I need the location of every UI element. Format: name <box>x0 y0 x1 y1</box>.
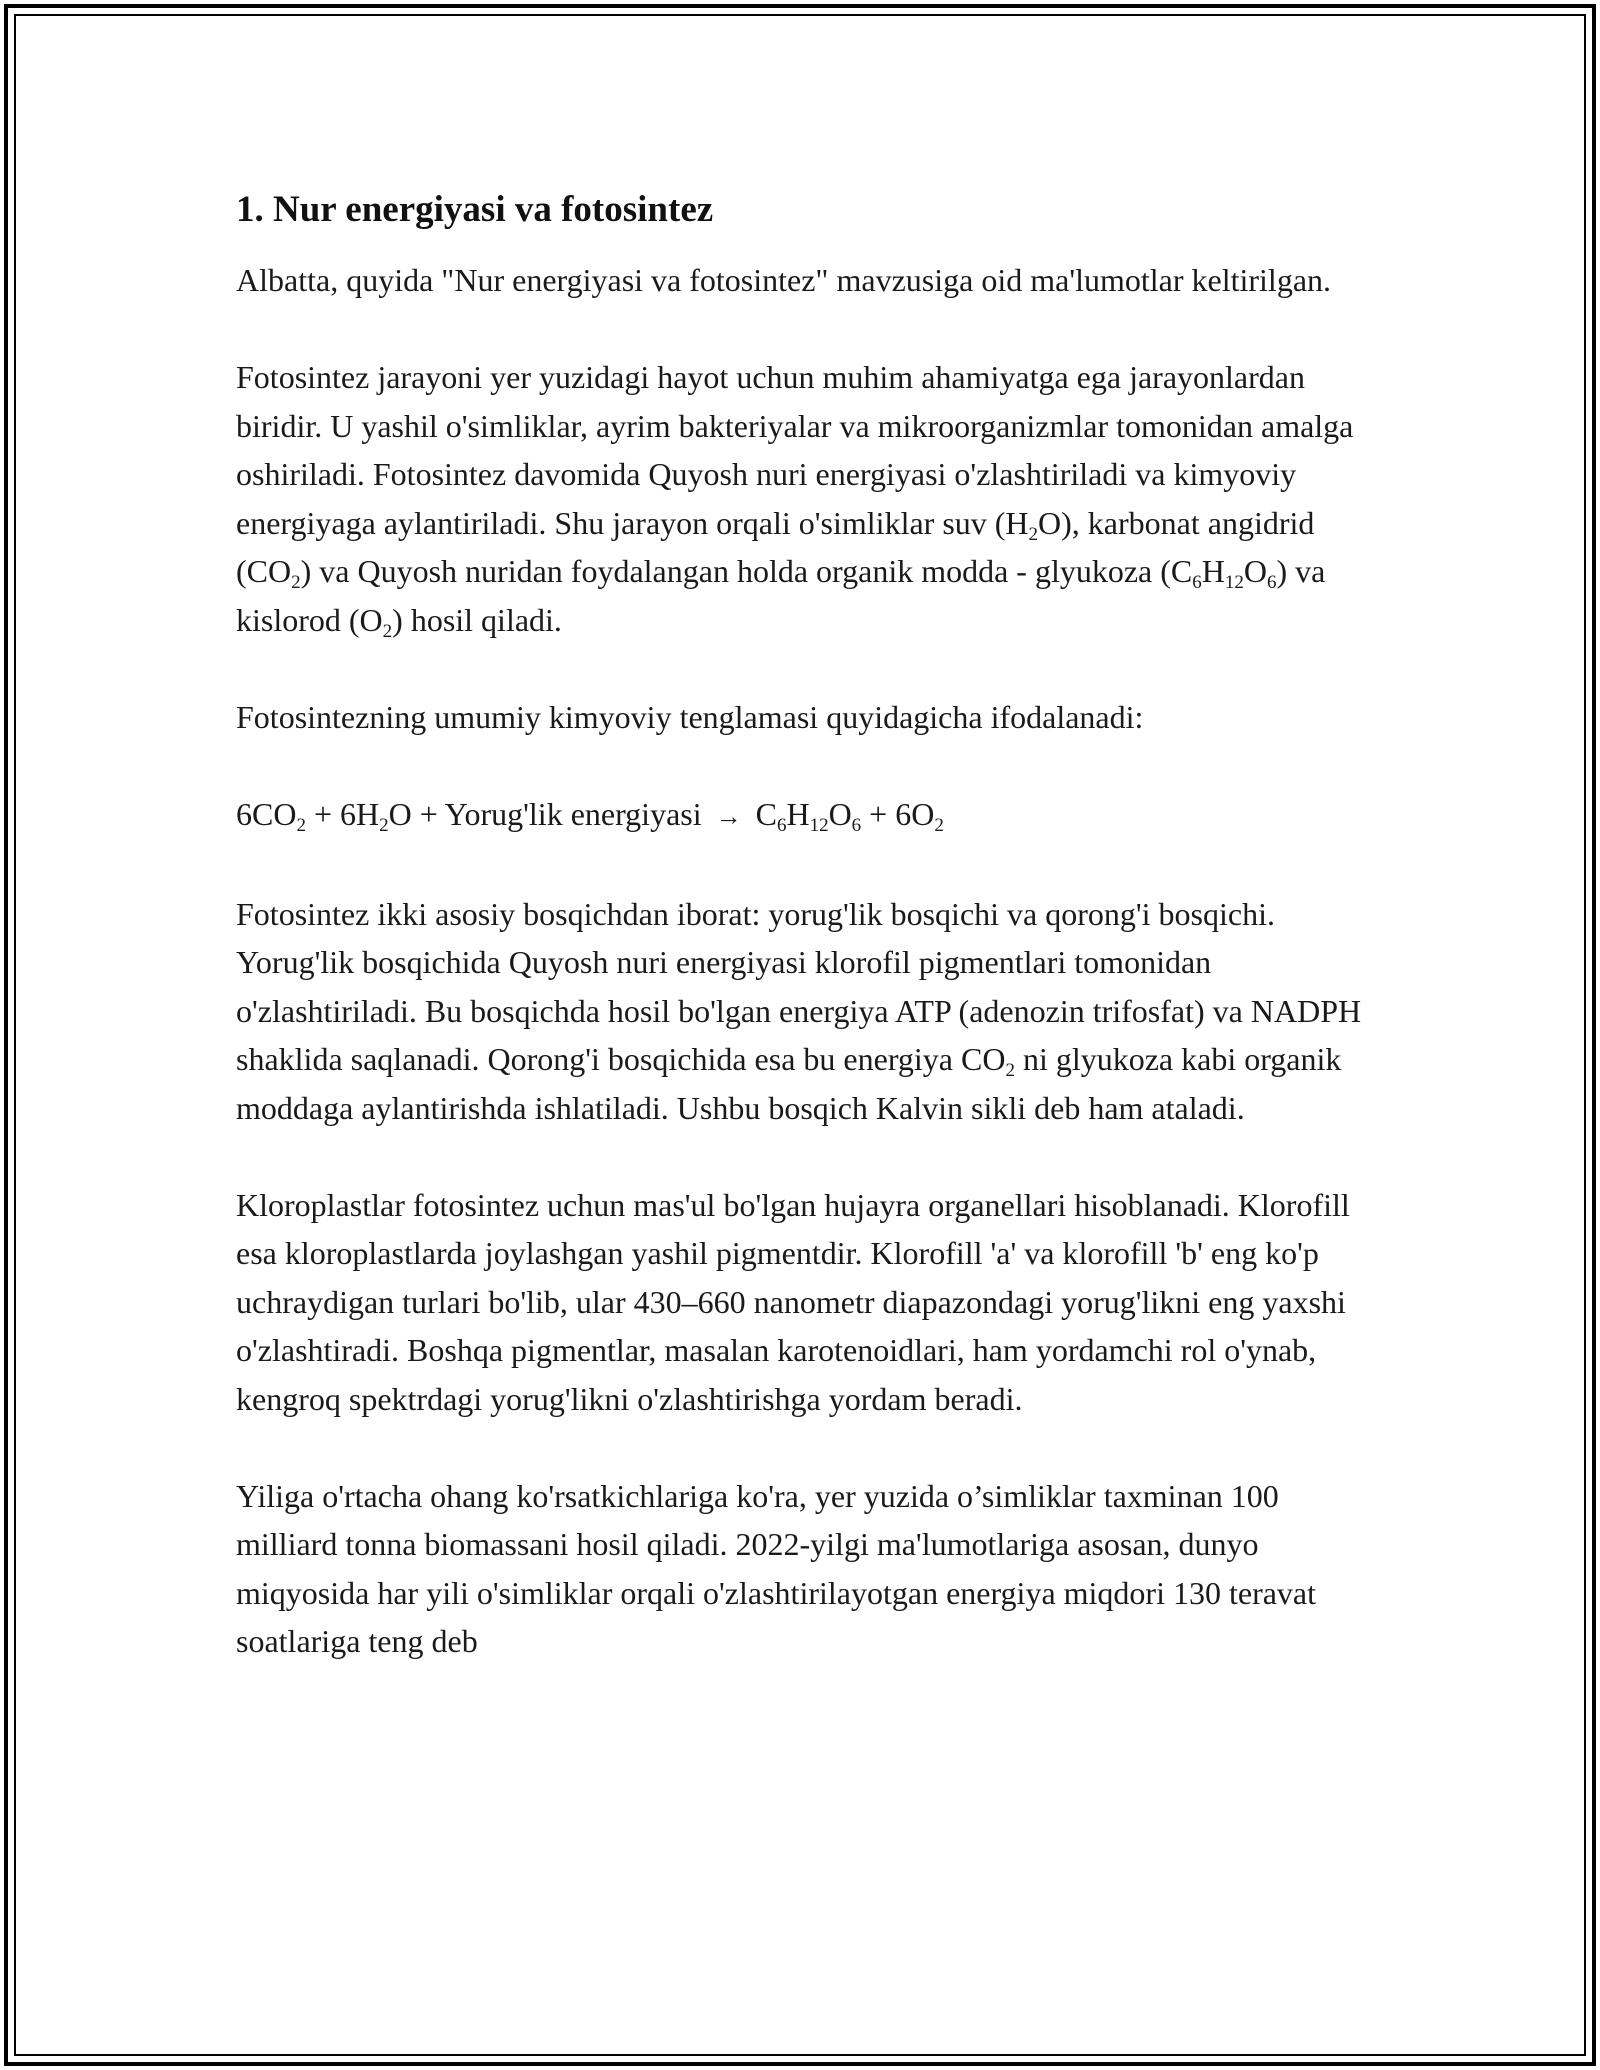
stages-paragraph: Fotosintez ikki asosiy bosqichdan iborat: yorug'lik bosqichi va qorong'i bosqichi. Yorug'lik bosqichida Quyosh nuri energiyasi klorofil pigmentlari tomonidan o'zlashtiriladi. Bu bosqichda hosil bo'lgan energiya ATP (adenozin trifosfat) va NADPH shaklida saqlanadi. Qorong'i bosqichida esa bu energiya $CO_2$ ni glyukoza kabi organik moddaga aylantirishda ishlatiladi. Ushbu bosqich Kalvin sikli deb ham ataladi. <box>236 895 1362 1126</box>
intro-paragraph: Albatta, quyida "Nur energiyasi va fotosintez" mavzusiga oid ma'lumotlar keltirilgan. <box>236 262 1332 298</box>
document-body <box>236 186 1366 1714</box>
biomass-paragraph: Yiliga o'rtacha ohang ko'rsatkichlariga ko'ra, yer yuzida o’simliklar taxminan 100 milliard tonna biomassani hosil qiladi. 2022-yilgi ma'lumotlariga asosan, dunyo miqyosida har yili o'simliklar orqali o'zlashtirilayotgan energiya miqdori 130 teravat soatlariga teng deb <box>236 1477 1317 1659</box>
photosynthesis-overview-paragraph: Fotosintez jarayoni yer yuzidagi hayot uchun muhim ahamiyatga ega jarayonlardan biridir. U yashil o'simliklar, ayrim bakteriyalar va mikroorganizmlar tomonidan amalga oshiriladi. Fotosintez davomida Quyosh nuri energiyasi o'zlashtiriladi va kimyoviy energiyaga aylantiriladi. Shu jarayon orqali o'simliklar suv $(H_2O)$, karbonat angidrid $(CO_2)$ va Quyosh nuridan foydalangan holda organik modda - glyukoza $(C_6H_{12}O_6)$ va kislorod $(O_2)$ hosil qiladi. <box>236 359 1354 642</box>
chemical-equation: $6CO_2 + 6H_2O$ + Yorug'lik energiyasi → $C_6H_{12}O_6 + 6O_2$ <box>236 795 944 836</box>
section-heading: 1. Nur energiyasi va fotosintez <box>236 189 714 230</box>
arrow-icon: → <box>715 801 742 831</box>
chloroplast-paragraph: Kloroplastlar fotosintez uchun mas'ul bo'lgan hujayra organellari hisoblanadi. Klorofill esa kloroplastlarda joylashgan yashil pigmentdir. Klorofill 'a' va klorofill 'b' eng ko'p uchraydigan turlari bo'lib, ular 430–660 nanometr diapazondagi yorug'likni eng yaxshi o'zlashtiradi. Boshqa pigmentlar, masalan karotenoidlari, ham yordamchi rol o'ynab, kengroq spektrdagi yorug'likni o'zlashtirishga yordam beradi. <box>236 1186 1350 1417</box>
equation-intro-paragraph: Fotosintezning umumiy kimyoviy tenglamasi quyidagicha ifodalanadi: <box>236 698 1144 735</box>
